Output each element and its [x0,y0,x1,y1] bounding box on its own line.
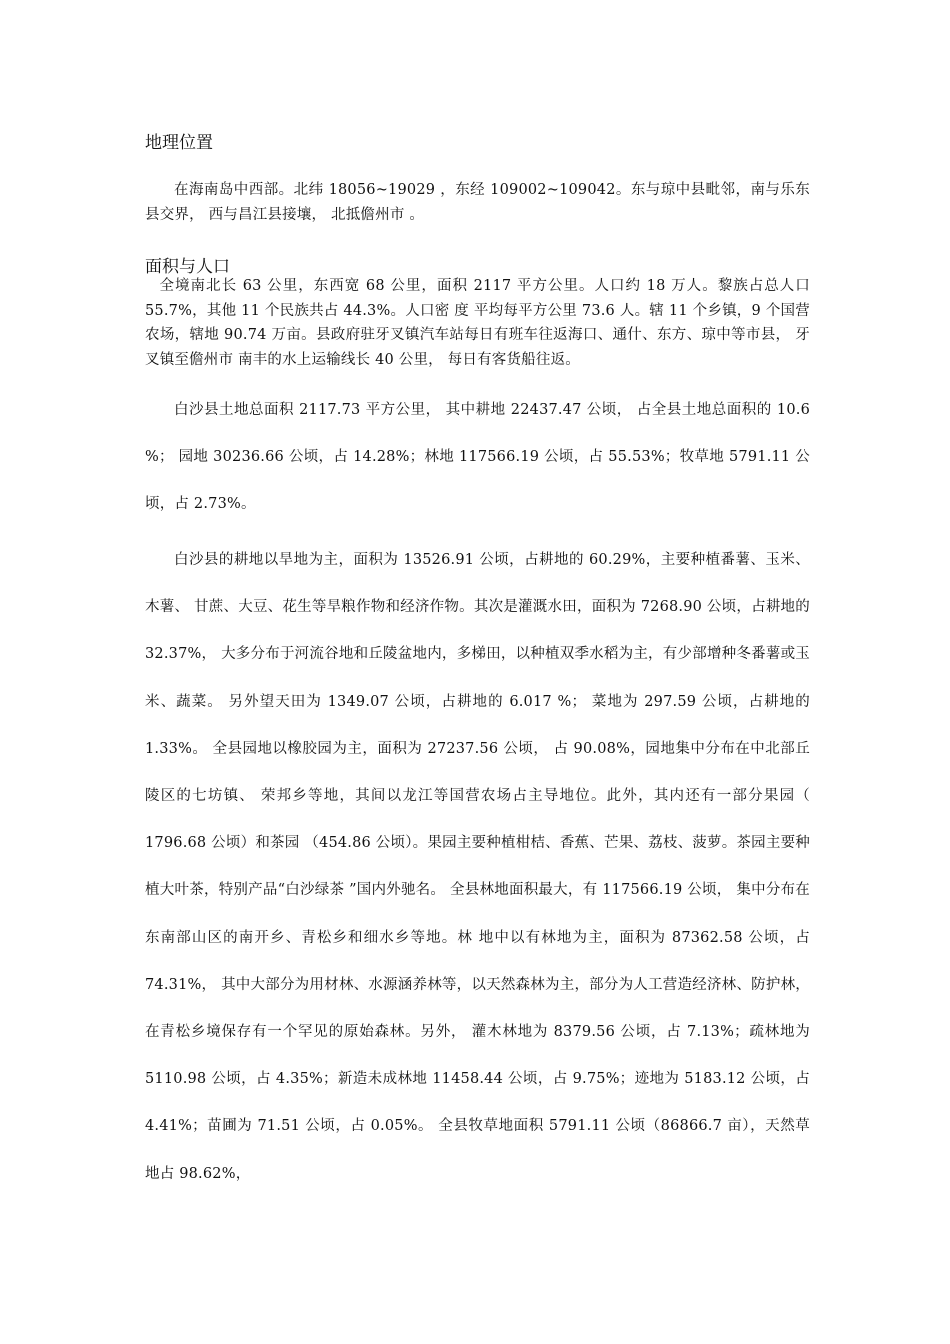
land-detail-paragraph: 白沙县的耕地以旱地为主，面积为 13526.91 公顷，占耕地的 60.29%，主要种植番薯、玉米、木薯、 甘蔗、大豆、花生等旱粮作物和经济作物。其次是灌溉水田，面积为 7268.90 公顷，占耕地的 32.37%， 大多分布于河流谷地和丘陵盆地内，多梯田，以种植双季水稻为主，有少部增种冬番薯或玉米、蔬菜。 另外望天田为 1349.07 公顷，占耕地的 6.017 %； 菜地为 297.59 公顷，占耕地的 1.33%。 全县园地以橡胶园为主，面积为 27237.56 公顷， 占 90.08%，园地集中分布在中北部丘陵区的七坊镇、 荣邦乡等地，其间以龙江等国营农场占主导地位。此外，其内还有一部分果园（ 1796.68 公顷）和茶园 （454.86 公顷）。果园主要种植柑桔、香蕉、芒果、荔枝、菠萝。茶园主要种植大叶茶，特别产品“白沙绿茶 ”国内外驰名。 全县林地面积最大，有 117566.19 公顷， 集中分布在东南部山区的南开乡、青松乡和细水乡等地。林 地中以有林地为主，面积为 87362.58 公顷，占 74.31%， 其中大部分为用材林、水源涵养林等，以天然森林为主，部分为人工营造经济林、防护林，在青松乡境保存有一个罕见的原始森林。另外， 灌木林地为 8379.56 公顷，占 7.13%；疏林地为 5110.98 公顷，占 4.35%；新造未成林地 11458.44 公顷，占 9.75%；迹地为 5183.12 公顷，占 4.41%；苗圃为 71.51 公顷，占 0.05%。 全县牧草地面积 5791.11 公顷（86866.7 亩），天然草地占 98.62%， [145,552,810,1182]
section-title-location: 地理位置 [145,133,213,153]
location-paragraph: 在海南岛中西部。北纬 18056~19029 ，东经 109002~109042。东与琼中县毗邻，南与乐东县交界， 西与昌江县接壤， 北抵儋州市 。 [145,182,810,223]
section-title-area-population: 面积与人口 [145,257,230,277]
land-total-paragraph: 白沙县土地总面积 2117.73 平方公里， 其中耕地 22437.47 公顷， 占全县土地总面积的 10.6 %； 园地 30236.66 公顷，占 14.28%；林地 117566.19 公顷，占 55.53%；牧草地 5791.11 公顷，占 2.73%。 [145,402,810,513]
area-population-paragraph: 全境南北长 63 公里，东西宽 68 公里，面积 2117 平方公里。人口约 18 万人。黎族占总人口 55.7%，其他 11 个民族共占 44.3%。人口密 度 平均每平方公里 73.6 人。辖 11 个乡镇，9 个国营农场，辖地 90.74 万亩。县政府驻牙叉镇汽车站每日有班车往返海口、通什、东方、琼中等市县， 牙叉镇至儋州市 南丰的水上运输线长 40 公里， 每日有客货船往返。 [145,278,810,368]
